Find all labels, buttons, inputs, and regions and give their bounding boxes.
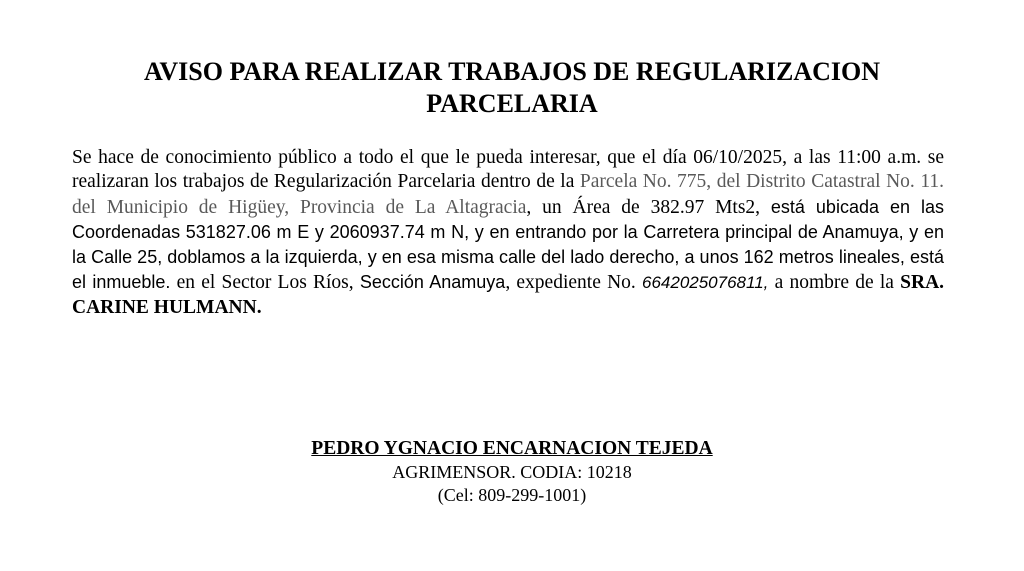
body-intro: Se hace de conocimiento público a todo el que le pueda interesar, que el día 06/10/2025, a las 11:00 a.m. se realizaran los trabajos de Regularización Parcelaria dentro de la <box>72 147 944 193</box>
signer-role: AGRIMENSOR. CODIA: 10218 <box>392 462 632 482</box>
body-parcel: Parcela No. 775, del Distrito Catastral No. 11. del Municipio de Higüey, Provincia de La Altagracia <box>72 171 944 218</box>
notice-title: AVISO PARA REALIZAR TRABAJOS DE REGULARIZACION PARCELARIA <box>143 57 881 118</box>
body-sector: en el Sector Los Ríos, <box>170 272 360 294</box>
body-section: Sección Anamuya <box>359 272 506 293</box>
body-owner-name: SRA. CARINE HULMANN. <box>72 272 945 318</box>
signer-name: PEDRO YGNACIO ENCARNACION TEJEDA <box>311 438 713 459</box>
signature-block <box>60 437 964 507</box>
notice-body <box>72 146 944 320</box>
signer-phone: (Cel: 809-299-1001) <box>437 485 587 505</box>
body-expediente-label: , expediente No. <box>505 272 642 294</box>
body-owner-label: a nombre de la <box>768 272 901 294</box>
body-location: está ubicada en las Coordenadas 531827.06 m E y 2060937.74 m N, y en entrando por la Carretera principal de Anamuya, y en la Calle 25, doblamos a la izquierda, y en esa misma calle del lado derecho, a unos 162 metros lineales, está el inmueble. <box>72 196 945 293</box>
body-area: , un Área de 382.97 Mts2, <box>526 196 771 218</box>
body-expediente-number: 6642025076811, <box>642 273 769 293</box>
